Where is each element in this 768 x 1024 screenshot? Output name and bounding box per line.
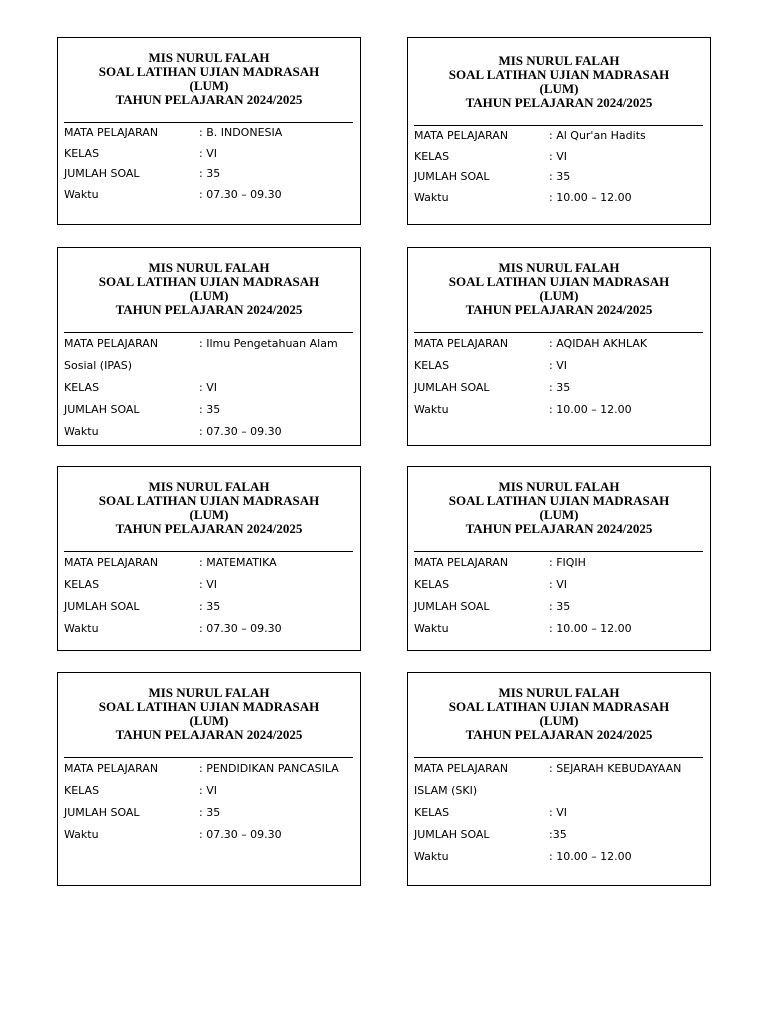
info-row: [408, 188, 710, 209]
info-label: KELAS: [64, 146, 100, 160]
info-value: : VI: [199, 146, 217, 160]
info-row: [408, 126, 710, 147]
header-line: MIS NURUL FALAH: [148, 685, 270, 700]
info-row: [58, 758, 360, 780]
info-value: : 35: [199, 167, 221, 180]
exam-label-card: [57, 672, 361, 886]
info-row: [58, 164, 360, 185]
info-row: [58, 333, 360, 355]
header-line: MIS NURUL FALAH: [498, 260, 620, 275]
info-row-continuation: ISLAM (SKI): [414, 784, 478, 797]
info-row: [408, 377, 710, 399]
info-row: [58, 144, 360, 165]
info-rows: [408, 333, 710, 421]
info-value: : 10.00 – 12.00: [549, 850, 632, 863]
info-row: [408, 333, 710, 355]
info-row: [408, 147, 710, 168]
info-row: [408, 552, 710, 574]
info-label: JUMLAH SOAL: [64, 806, 140, 819]
info-value: : 35: [199, 806, 221, 819]
info-value: : 35: [549, 381, 571, 394]
info-value: : B. INDONESIA: [199, 126, 283, 139]
info-row: [408, 399, 710, 421]
info-row: [58, 377, 360, 399]
info-label: KELAS: [64, 784, 100, 797]
info-value: : 07.30 – 09.30: [199, 828, 282, 841]
info-label: MATA PELAJARAN: [414, 556, 509, 569]
header-line: MIS NURUL FALAH: [498, 53, 620, 68]
info-rows: [58, 333, 360, 443]
header-line: SOAL LATIHAN UJIAN MADRASAH: [98, 274, 320, 289]
header-line: (LUM): [539, 81, 579, 96]
header-line: (LUM): [189, 288, 229, 303]
card-header: [58, 248, 360, 317]
info-value: : 07.30 – 09.30: [199, 187, 282, 201]
info-label: Waktu: [64, 828, 99, 841]
info-row: [408, 167, 710, 188]
info-rows: [58, 552, 360, 640]
info-value: : 10.00 – 12.00: [549, 190, 632, 204]
header-line: TAHUN PELAJARAN 2024/2025: [115, 727, 303, 742]
header-line: TAHUN PELAJARAN 2024/2025: [465, 302, 653, 317]
info-row: [408, 824, 710, 846]
info-value: : 35: [549, 170, 571, 183]
info-row-continuation: Sosial (IPAS): [64, 359, 133, 372]
info-rows: [58, 758, 360, 846]
card-header: [408, 673, 710, 742]
info-row: [58, 618, 360, 640]
info-label: KELAS: [414, 578, 450, 591]
info-value: : SEJARAH KEBUDAYAAN: [549, 762, 682, 775]
info-row: [58, 123, 360, 144]
card-header: [58, 673, 360, 742]
info-value: : 10.00 – 12.00: [549, 622, 632, 635]
header-line: (LUM): [189, 78, 229, 93]
header-line: SOAL LATIHAN UJIAN MADRASAH: [98, 493, 320, 508]
info-label: MATA PELAJARAN: [64, 126, 159, 139]
header-line: MIS NURUL FALAH: [148, 479, 270, 494]
info-value: : 35: [549, 600, 571, 613]
header-line: (LUM): [539, 288, 579, 303]
header-line: SOAL LATIHAN UJIAN MADRASAH: [448, 493, 670, 508]
header-line: (LUM): [189, 713, 229, 728]
header-line: TAHUN PELAJARAN 2024/2025: [115, 302, 303, 317]
header-line: TAHUN PELAJARAN 2024/2025: [115, 92, 303, 107]
info-value: : VI: [549, 578, 567, 591]
info-value: : VI: [199, 784, 217, 797]
info-value: : FIQIH: [549, 556, 586, 569]
info-row: [408, 846, 710, 868]
info-row: [58, 421, 360, 443]
info-value: : VI: [549, 359, 567, 372]
info-label: MATA PELAJARAN: [64, 556, 159, 569]
info-label: Waktu: [64, 425, 99, 438]
info-rows: [408, 552, 710, 640]
info-row: [408, 618, 710, 640]
info-row: [58, 185, 360, 206]
info-label: JUMLAH SOAL: [414, 828, 490, 841]
info-row: [58, 780, 360, 802]
info-row: [408, 574, 710, 596]
info-value: : VI: [199, 578, 217, 591]
info-row: [408, 758, 710, 780]
info-value: : 10.00 – 12.00: [549, 403, 632, 416]
exam-label-card: [407, 37, 711, 225]
card-header: [58, 38, 360, 107]
info-row: [58, 596, 360, 618]
info-value: : 35: [199, 403, 221, 416]
info-label: JUMLAH SOAL: [414, 170, 490, 183]
info-label: Waktu: [414, 622, 449, 635]
info-value: : Ilmu Pengetahuan Alam: [199, 337, 338, 350]
info-value: : 07.30 – 09.30: [199, 425, 282, 438]
exam-label-card: [57, 247, 361, 446]
info-label: Waktu: [64, 187, 99, 201]
info-value: : VI: [549, 149, 567, 163]
info-row: [58, 802, 360, 824]
info-label: JUMLAH SOAL: [414, 381, 490, 394]
info-label: KELAS: [64, 381, 100, 394]
header-line: MIS NURUL FALAH: [498, 479, 620, 494]
header-line: TAHUN PELAJARAN 2024/2025: [465, 95, 653, 110]
card-header: [408, 248, 710, 317]
card-header: [58, 467, 360, 536]
exam-label-card: [57, 466, 361, 651]
exam-label-card: [407, 672, 711, 886]
header-line: SOAL LATIHAN UJIAN MADRASAH: [98, 64, 320, 79]
header-line: SOAL LATIHAN UJIAN MADRASAH: [448, 67, 670, 82]
info-rows: [58, 123, 360, 205]
header-line: MIS NURUL FALAH: [498, 685, 620, 700]
info-row: [408, 802, 710, 824]
header-line: (LUM): [539, 713, 579, 728]
info-row: [58, 552, 360, 574]
info-value: : VI: [199, 381, 217, 394]
info-label: KELAS: [414, 806, 450, 819]
header-line: MIS NURUL FALAH: [148, 50, 270, 65]
header-line: (LUM): [539, 507, 579, 522]
header-line: SOAL LATIHAN UJIAN MADRASAH: [448, 274, 670, 289]
header-line: SOAL LATIHAN UJIAN MADRASAH: [98, 699, 320, 714]
info-value: : 35: [199, 600, 221, 613]
info-label: KELAS: [64, 578, 100, 591]
header-line: SOAL LATIHAN UJIAN MADRASAH: [448, 699, 670, 714]
info-label: JUMLAH SOAL: [64, 600, 140, 613]
info-value: : AQIDAH AKHLAK: [549, 337, 648, 350]
exam-label-card: [57, 37, 361, 225]
info-label: JUMLAH SOAL: [64, 403, 140, 416]
info-value: :35: [549, 828, 567, 841]
info-row: [58, 824, 360, 846]
info-label: KELAS: [414, 149, 450, 163]
info-row: [58, 574, 360, 596]
header-line: TAHUN PELAJARAN 2024/2025: [465, 521, 653, 536]
info-value: : Al Qur'an Hadits: [549, 129, 646, 142]
info-label: MATA PELAJARAN: [64, 762, 159, 775]
info-row: [408, 596, 710, 618]
info-label: JUMLAH SOAL: [414, 600, 490, 613]
info-rows: [408, 126, 710, 208]
header-line: TAHUN PELAJARAN 2024/2025: [115, 521, 303, 536]
card-header: [408, 467, 710, 536]
info-rows: [408, 758, 710, 868]
info-label: MATA PELAJARAN: [414, 129, 509, 142]
info-row: [58, 399, 360, 421]
exam-label-card: [407, 247, 711, 446]
info-label: MATA PELAJARAN: [414, 337, 509, 350]
info-label: Waktu: [414, 403, 449, 416]
info-row: [408, 355, 710, 377]
info-value: : 07.30 – 09.30: [199, 622, 282, 635]
info-label: Waktu: [414, 190, 449, 204]
info-label: KELAS: [414, 359, 450, 372]
info-value: : MATEMATIKA: [199, 556, 277, 569]
info-label: Waktu: [64, 622, 99, 635]
header-line: (LUM): [189, 507, 229, 522]
info-label: Waktu: [414, 850, 449, 863]
exam-label-card: [407, 466, 711, 651]
info-value: : PENDIDIKAN PANCASILA: [199, 762, 339, 775]
info-label: JUMLAH SOAL: [64, 167, 140, 180]
info-value: : VI: [549, 806, 567, 819]
card-header: [408, 38, 710, 110]
header-line: TAHUN PELAJARAN 2024/2025: [465, 727, 653, 742]
info-label: MATA PELAJARAN: [64, 337, 159, 350]
header-line: MIS NURUL FALAH: [148, 260, 270, 275]
info-label: MATA PELAJARAN: [414, 762, 509, 775]
